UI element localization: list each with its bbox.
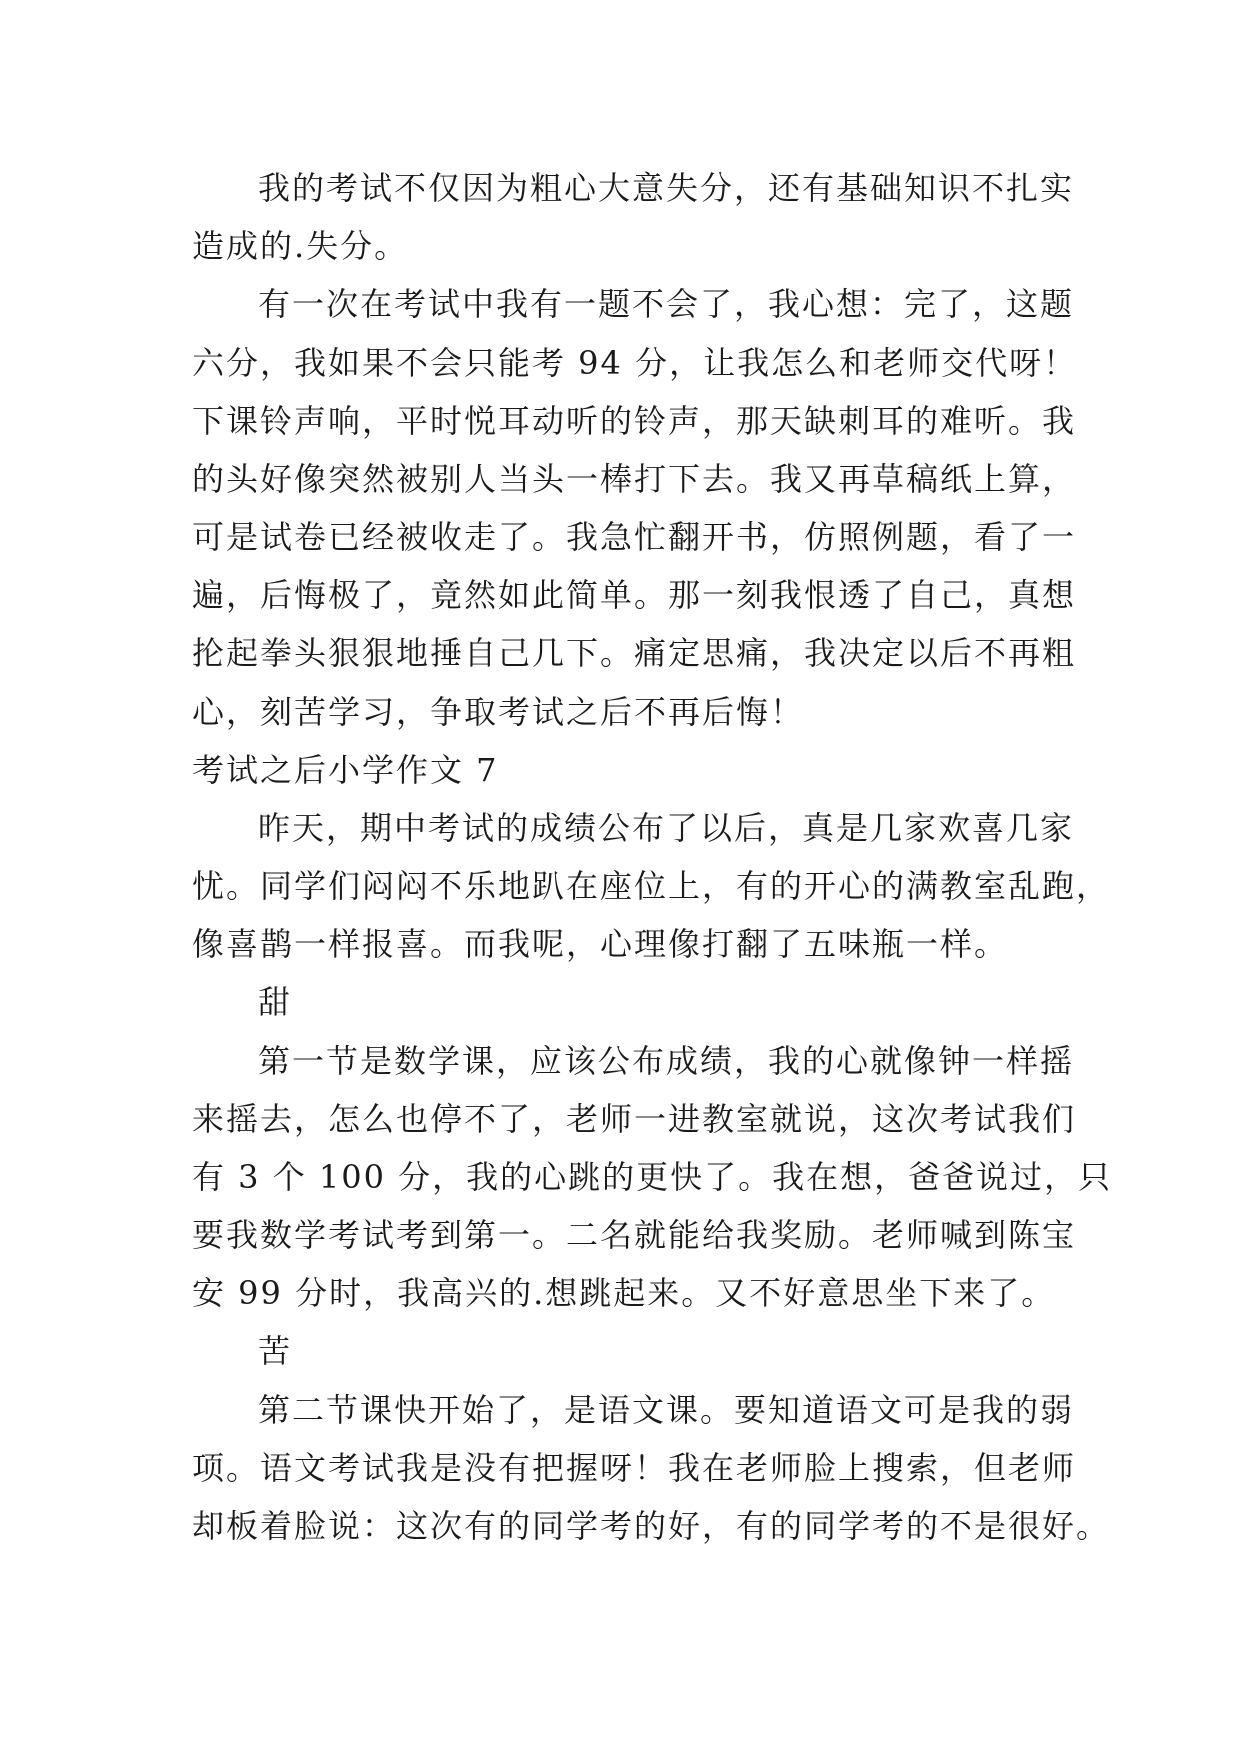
paragraph-line: 第一节是数学课，应该公布成绩，我的心就像钟一样摇: [258, 1042, 1075, 1080]
subheading: 苦: [258, 1332, 293, 1370]
paragraph-line: 第二节课快开始了，是语文课。要知道语文可是我的弱: [258, 1391, 1075, 1429]
paragraph-line: 安 99 分时，我高兴的.想跳起来。又不好意思坐下来了。: [192, 1274, 1056, 1312]
paragraph-line: 遍，后悔极了，竟然如此简单。那一刻我恨透了自己，真想: [192, 576, 1077, 614]
paragraph-line: 的头好像突然被别人当头一棒打下去。我又再草稿纸上算，: [192, 460, 1077, 498]
paragraph-line: 心，刻苦学习，争取考试之后不再后悔！: [192, 693, 805, 731]
paragraph-line: 抡起拳头狠狠地捶自己几下。痛定思痛，我决定以后不再粗: [192, 634, 1077, 672]
paragraph-line: 项。语文考试我是没有把握呀！我在老师脸上搜索，但老师: [192, 1449, 1077, 1487]
paragraph-line: 要我数学考试考到第一。二名就能给我奖励。老师喊到陈宝: [192, 1216, 1077, 1254]
subheading: 甜: [258, 983, 293, 1021]
paragraph-line: 可是试卷已经被收走了。我急忙翻开书，仿照例题，看了一: [192, 518, 1077, 556]
paragraph-line: 下课铃声响，平时悦耳动听的铃声，那天缺刺耳的难听。我: [192, 402, 1077, 440]
paragraph-line: 来摇去，怎么也停不了，老师一进教室就说，这次考试我们: [192, 1100, 1077, 1138]
paragraph-line: 六分，我如果不会只能考 94 分，让我怎么和老师交代呀！: [192, 344, 1078, 382]
paragraph-line: 昨天，期中考试的成绩公布了以后，真是几家欢喜几家: [258, 809, 1075, 847]
paragraph-line: 造成的.失分。: [192, 227, 409, 265]
paragraph-line: 忧。同学们闷闷不乐地趴在座位上，有的开心的满教室乱跑，: [192, 867, 1111, 905]
paragraph-line: 有一次在考试中我有一题不会了，我心想：完了，这题: [258, 285, 1075, 323]
paragraph-line: 却板着脸说：这次有的同学考的好，有的同学考的不是很好。: [192, 1507, 1111, 1545]
paragraph-line: 有 3 个 100 分，我的心跳的更快了。我在想，爸爸说过，只: [192, 1158, 1113, 1196]
paragraph-line: 像喜鹊一样报喜。而我呢，心理像打翻了五味瓶一样。: [192, 925, 1009, 963]
section-heading: 考试之后小学作文 7: [192, 751, 499, 789]
paragraph-line: 我的考试不仅因为粗心大意失分，还有基础知识不扎实: [258, 169, 1075, 207]
